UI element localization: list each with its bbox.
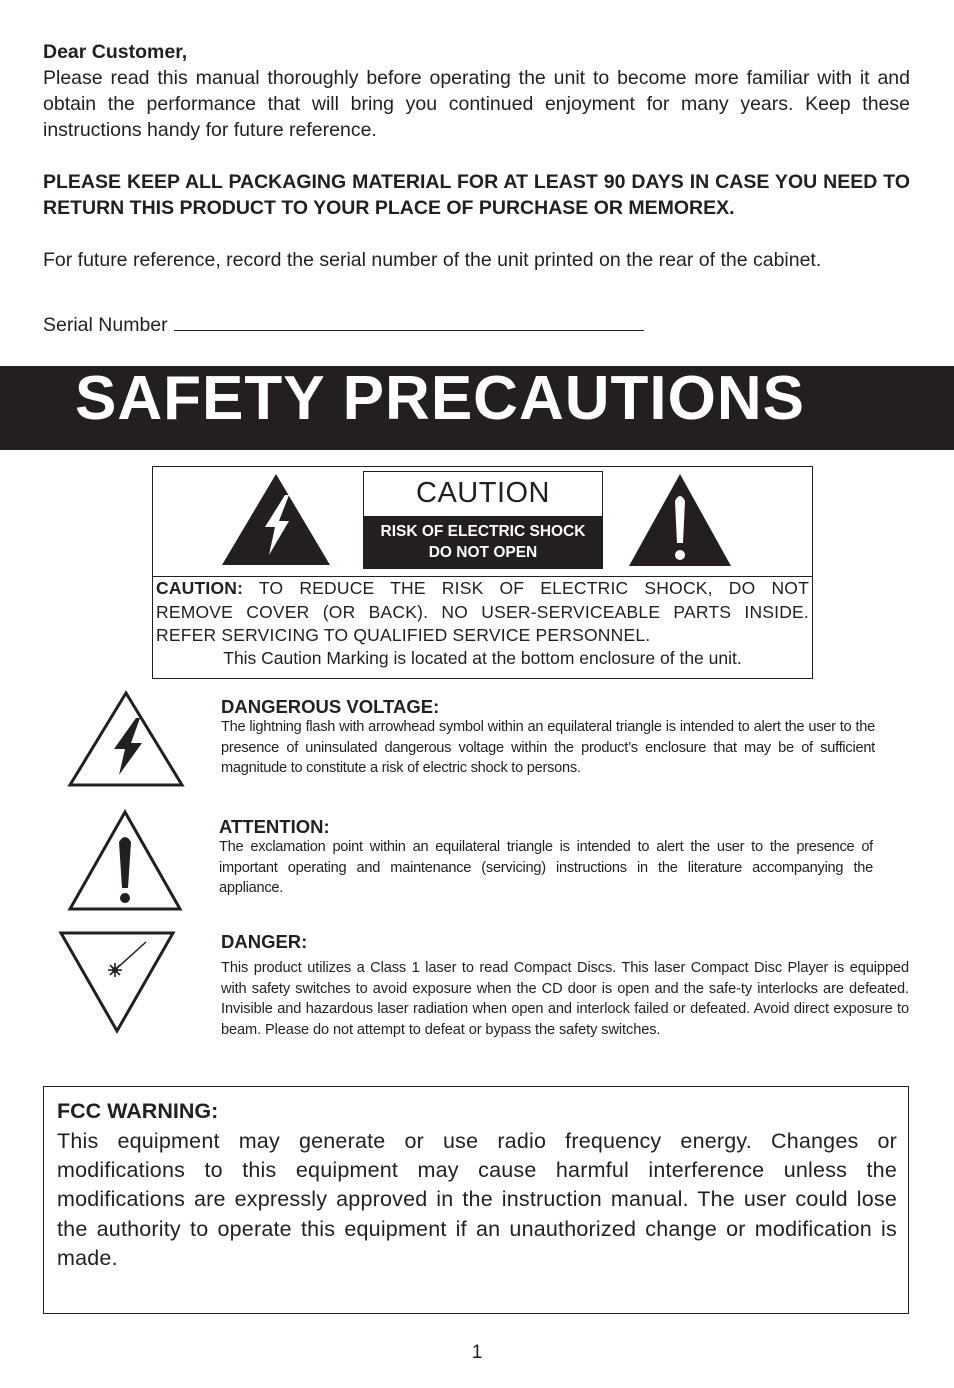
dangerous-voltage-body: The lightning flash with arrowhead symbol within an equilateral triangle is intended to alert the user to the presence of uninsulated dangerous voltage within the product’s enclosure that may be of sufficient magnitude to constitute a risk of electric shock to persons. xyxy=(221,719,875,776)
caution-location-note: This Caution Marking is located at the bottom enclosure of the unit. xyxy=(223,648,742,668)
caution-line-2: REMOVE COVER (OR BACK). NO USER-SERVICEABLE PARTS INSIDE. xyxy=(156,601,809,622)
fcc-heading: FCC WARNING: xyxy=(57,1099,219,1123)
risk-of-shock-label xyxy=(364,516,602,568)
caution-lead: CAUTION: xyxy=(156,578,244,598)
serial-number-blank xyxy=(174,310,644,331)
record-notice: For future reference, record the serial number of the unit printed on the rear of the cabinet. xyxy=(43,249,822,271)
caution-line-3: REFER SERVICING TO QUALIFIED SERVICE PERSONNEL. xyxy=(156,625,651,645)
banner-title: SAFETY PRECAUTIONS xyxy=(75,364,805,433)
caution-line-1: TO REDUCE THE RISK OF ELECTRIC SHOCK, DO NOT xyxy=(243,578,809,598)
danger-body: This product utilizes a Class 1 laser to read Compact Discs. This laser Compact Disc Player is equipped with safety switches to avoid exposure when the CD door is open and the safe-ty interlocks are defeated. Invisible and hazardous laser radiation when open and interlock failed or defeated. Avoid direct exposure to beam. Please do not attempt to defeat or bypass the safety switches. xyxy=(221,960,909,1038)
greeting: Dear Customer, xyxy=(43,41,188,63)
dangerous-voltage-section xyxy=(221,697,875,779)
page-number: 1 xyxy=(471,1342,483,1363)
lightning-triangle-icon xyxy=(66,689,186,789)
serial-number-row xyxy=(43,310,910,338)
risk-line-1: RISK OF ELECTRIC SHOCK xyxy=(380,523,586,540)
risk-line-2: DO NOT OPEN xyxy=(428,544,538,561)
dangerous-voltage-heading: DANGEROUS VOLTAGE: xyxy=(221,696,440,717)
attention-heading: ATTENTION: xyxy=(219,816,330,837)
serial-number-label: Serial Number xyxy=(43,314,168,336)
record-section xyxy=(43,247,910,273)
intro-paragraph: Please read this manual thoroughly before operating the unit to become more familiar with it and obtain the performance that will bring you continued enjoyment for many years. Keep these instructions handy for future reference. xyxy=(43,67,910,141)
caution-word: CAUTION xyxy=(416,477,550,509)
caution-label xyxy=(363,471,603,569)
lightning-triangle-icon xyxy=(219,471,333,567)
intro-section xyxy=(43,39,910,143)
packaging-section xyxy=(43,169,910,221)
fcc-warning-box xyxy=(43,1086,909,1314)
laser-triangle-icon xyxy=(58,930,176,1036)
attention-body: The exclamation point within an equilateral triangle is intended to alert the user to the presence of important operating and maintenance (servicing) instructions in the literature accompanying the appliance. xyxy=(219,839,873,896)
caution-text xyxy=(156,577,809,648)
packaging-notice: PLEASE KEEP ALL PACKAGING MATERIAL FOR AT LEAST 90 DAYS IN CASE YOU NEED TO RETURN THIS PRODUCT TO YOUR PLACE OF PURCHASE OR MEMOREX. xyxy=(43,171,910,219)
fcc-body: This equipment may generate or use radio frequency energy. Changes or modifications to this equipment may cause harmful interference unless the modifications are expressly approved in the instruction manual. The user could lose the authority to operate this equipment if an unauthorized change or modification is made. xyxy=(57,1129,897,1270)
exclamation-triangle-icon xyxy=(626,471,734,569)
safety-banner xyxy=(0,366,954,450)
attention-section xyxy=(219,817,873,899)
exclamation-triangle-icon xyxy=(66,808,184,914)
danger-section xyxy=(221,932,909,1040)
caution-box xyxy=(152,466,813,679)
danger-heading: DANGER: xyxy=(221,931,308,952)
